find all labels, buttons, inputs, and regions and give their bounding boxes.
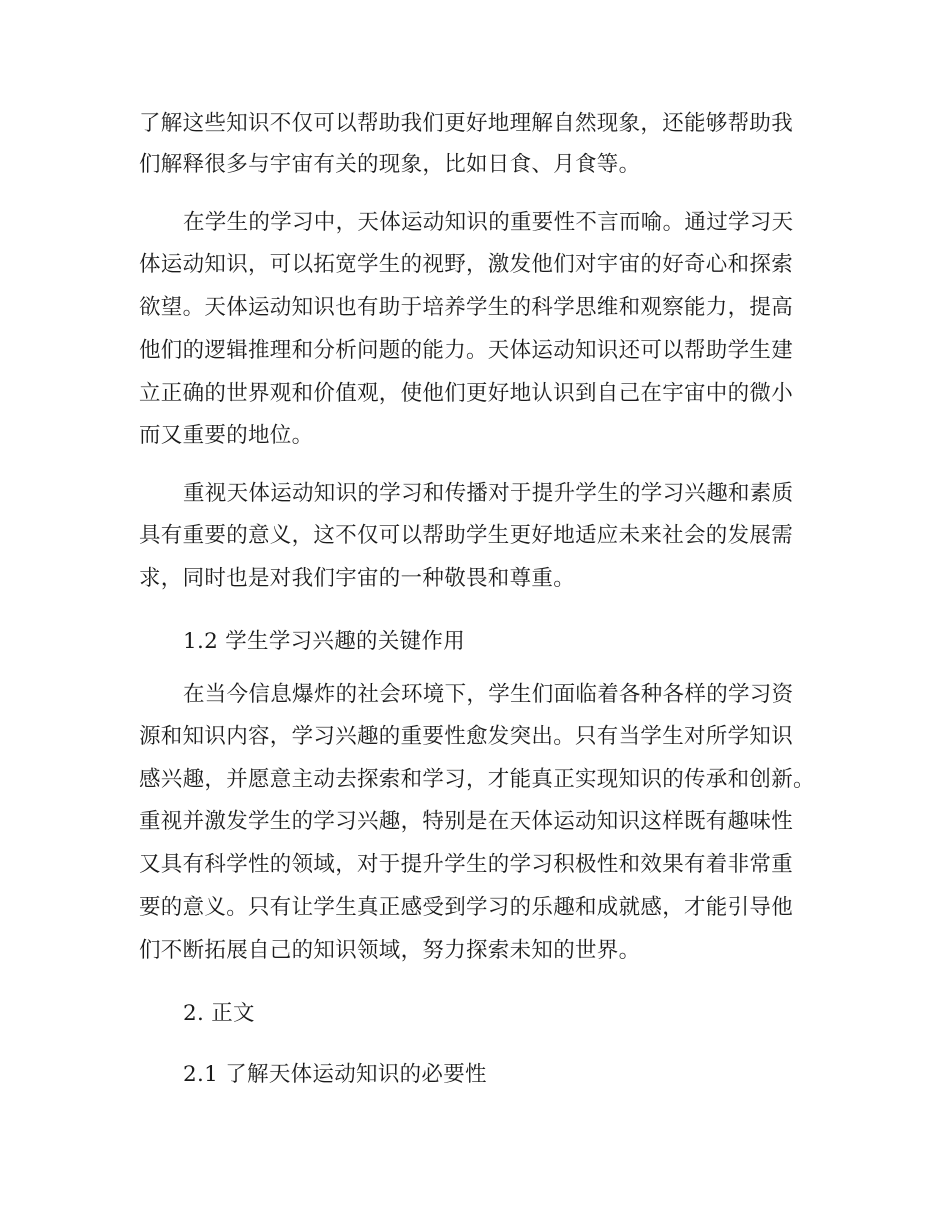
text-line: 感兴趣，并愿意主动去探索和学习，才能真正实现知识的传承和创新。 bbox=[139, 767, 815, 792]
text-line: 源和知识内容，学习兴趣的重要性愈发突出。只有当学生对所学知识 bbox=[139, 724, 794, 749]
text-line: 他们的逻辑推理和分析问题的能力。天体运动知识还可以帮助学生建 bbox=[139, 338, 794, 363]
section-heading: 2. 正文 bbox=[183, 1001, 255, 1026]
text-line: 在当今信息爆炸的社会环境下，学生们面临着各种各样的学习资 bbox=[183, 682, 794, 707]
text-line: 重视并激发学生的学习兴趣，特别是在天体运动知识这样既有趣味性 bbox=[139, 809, 794, 834]
text-line: 具有重要的意义，这不仅可以帮助学生更好地适应未来社会的发展需 bbox=[139, 523, 794, 548]
text-line: 而又重要的地位。 bbox=[139, 423, 314, 448]
section-heading: 1.2 学生学习兴趣的关键作用 bbox=[183, 629, 466, 654]
text-line: 们解释很多与宇宙有关的现象，比如日食、月食等。 bbox=[139, 152, 641, 177]
text-line: 在学生的学习中，天体运动知识的重要性不言而喻。通过学习天 bbox=[183, 210, 794, 235]
text-line: 求，同时也是对我们宇宙的一种敬畏和尊重。 bbox=[139, 566, 576, 591]
text-line: 立正确的世界观和价值观，使他们更好地认识到自己在宇宙中的微小 bbox=[139, 381, 794, 406]
text-line: 重视天体运动知识的学习和传播对于提升学生的学习兴趣和素质 bbox=[183, 481, 794, 506]
text-line: 要的意义。只有让学生真正感受到学习的乐趣和成就感，才能引导他 bbox=[139, 895, 794, 920]
text-line: 体运动知识，可以拓宽学生的视野，激发他们对宇宙的好奇心和探索 bbox=[139, 252, 794, 277]
text-line: 又具有科学性的领域，对于提升学生的学习积极性和效果有着非常重 bbox=[139, 852, 794, 877]
subsection-heading: 2.1 了解天体运动知识的必要性 bbox=[183, 1062, 487, 1087]
text-line: 们不断拓展自己的知识领域，努力探索未知的世界。 bbox=[139, 938, 641, 963]
text-line: 欲望。天体运动知识也有助于培养学生的科学思维和观察能力，提高 bbox=[139, 295, 794, 320]
text-line: 了解这些知识不仅可以帮助我们更好地理解自然现象，还能够帮助我 bbox=[139, 111, 794, 136]
